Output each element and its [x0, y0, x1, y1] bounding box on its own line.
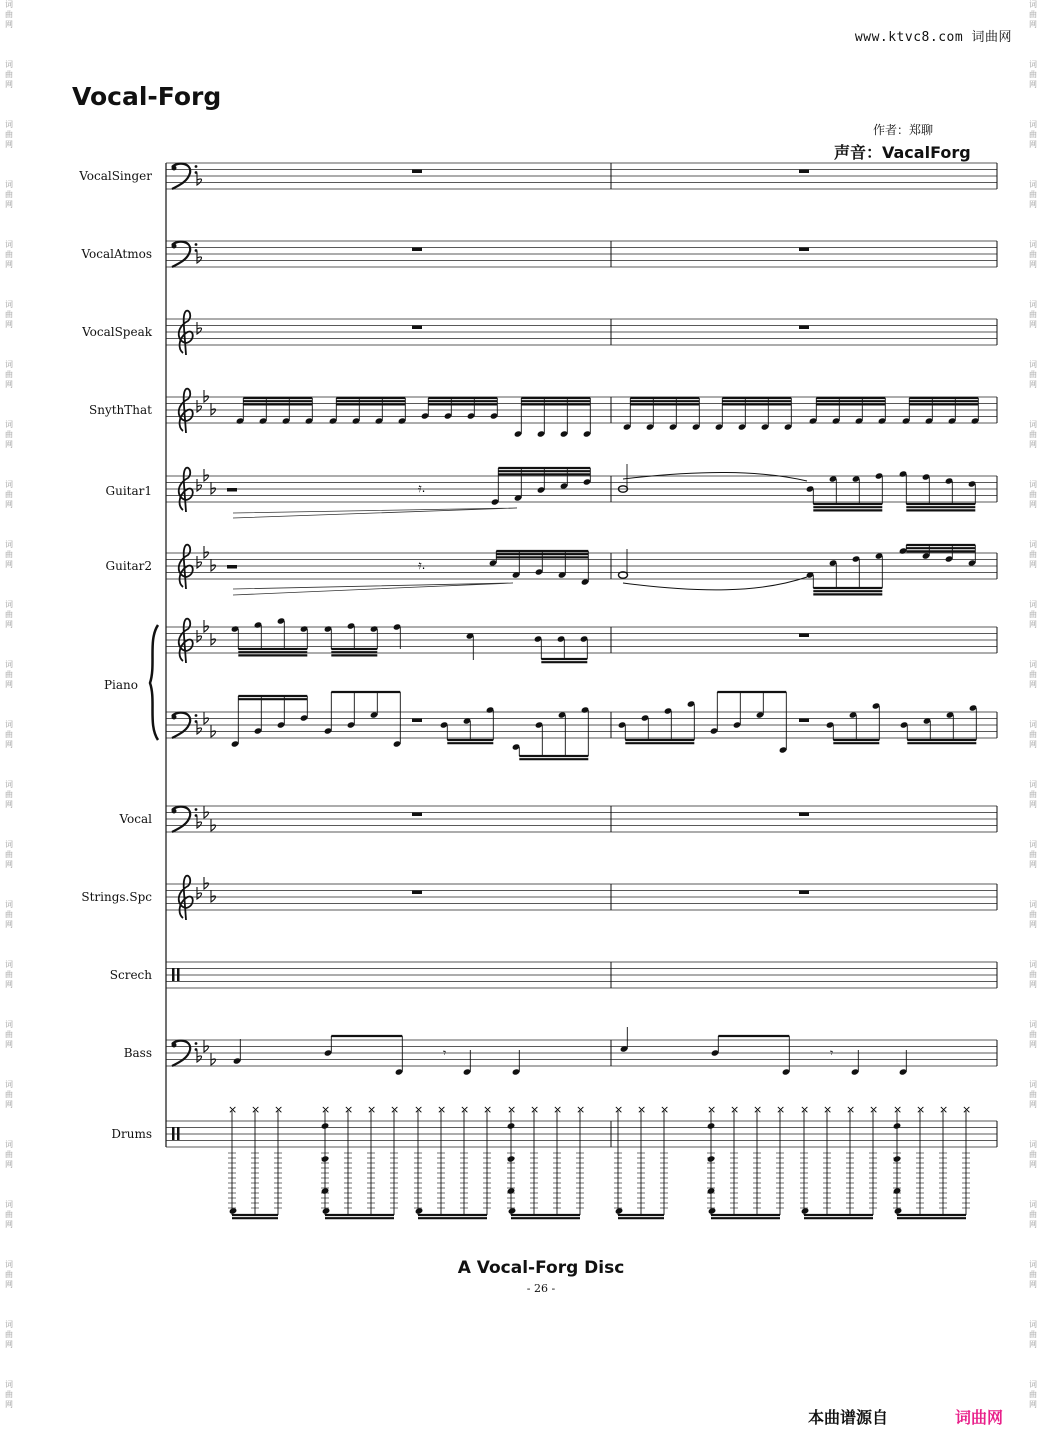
watermark-block: 词 曲 网 [1029, 600, 1037, 629]
hihat-x: × [483, 1103, 493, 1116]
whole-rest [412, 719, 422, 723]
watermark-block: 词 曲 网 [1029, 120, 1037, 149]
flat-icon [211, 482, 216, 494]
label-snyththat: SnythThat [89, 403, 152, 417]
sixteenth-rest: 𝄿. [418, 558, 426, 572]
whole-rest [412, 813, 422, 817]
crescendo-hairpin [233, 583, 513, 595]
whole-rest [799, 719, 809, 723]
watermark-block: 词 曲 网 [5, 660, 13, 689]
source-site: 词曲网 [955, 1408, 1004, 1427]
watermark-block: 词 曲 网 [5, 120, 13, 149]
hihat-x: × [707, 1103, 717, 1116]
watermark-block: 词 曲 网 [1029, 300, 1037, 329]
tie [623, 472, 807, 481]
hihat-x: × [660, 1103, 670, 1116]
watermark-block: 词 曲 网 [1029, 720, 1037, 749]
watermark-block: 词 曲 网 [5, 900, 13, 929]
treble-clef-icon [179, 876, 193, 920]
whole-rest [412, 170, 422, 174]
watermark-block: 词 曲 网 [1029, 420, 1037, 449]
watermark-block: 词 曲 网 [5, 1080, 13, 1109]
watermark-block: 词 曲 网 [1029, 1020, 1037, 1049]
note-head [893, 1122, 902, 1129]
watermark-block: 词 曲 网 [1029, 540, 1037, 569]
bass-clef-dot [195, 808, 198, 811]
note-head [801, 1207, 810, 1214]
hihat-x: × [730, 1103, 740, 1116]
watermark-block: 词 曲 网 [1029, 60, 1037, 89]
hihat-x: × [823, 1103, 833, 1116]
watermark-block: 词 曲 网 [5, 1260, 13, 1289]
hihat-x: × [390, 1103, 400, 1116]
hihat-x: × [916, 1103, 926, 1116]
rest: 𝄾 [830, 1046, 834, 1060]
flat-icon [197, 722, 202, 734]
flat-icon [204, 546, 209, 558]
hihat-x: × [753, 1103, 763, 1116]
note-head [415, 1207, 424, 1214]
composer-credit: 作者：郑聊 [873, 123, 934, 137]
percussion-clef-icon [172, 1127, 175, 1140]
watermark-block: 词 曲 网 [1029, 1260, 1037, 1289]
watermark-block: 词 曲 网 [1029, 1380, 1037, 1409]
note-head [321, 1155, 330, 1162]
hihat-x: × [776, 1103, 786, 1116]
note-head [507, 1122, 516, 1129]
hihat-x: × [553, 1103, 563, 1116]
note-head [707, 1155, 716, 1162]
watermark-block: 词 曲 网 [5, 1020, 13, 1049]
flat-icon [197, 173, 202, 185]
flat-icon [211, 403, 216, 415]
label-screch: Screch [109, 968, 152, 982]
piano-brace [150, 625, 158, 740]
hihat-x: × [228, 1103, 238, 1116]
note-head [615, 1207, 624, 1214]
hihat-x: × [637, 1103, 647, 1116]
watermark-block: 词 曲 网 [1029, 1200, 1037, 1229]
label-bass: Bass [123, 1046, 152, 1060]
percussion-clef-icon [177, 968, 180, 981]
flat-icon [211, 633, 216, 645]
label-vocalatmos: VocalAtmos [81, 247, 152, 261]
treble-clef-icon [179, 619, 193, 663]
score-title: Vocal-Forg [72, 82, 222, 111]
hihat-x: × [414, 1103, 424, 1116]
label-guitar2: Guitar2 [105, 559, 152, 573]
bass-clef-dot [195, 243, 198, 246]
percussion-clef-icon [177, 1127, 180, 1140]
whole-rest [799, 634, 809, 638]
label-guitar1: Guitar1 [105, 484, 152, 498]
note-head [321, 1187, 330, 1194]
bass-clef-dot [172, 1043, 177, 1048]
watermark-block: 词 曲 网 [5, 240, 13, 269]
label-vocalspeak: VocalSpeak [82, 325, 152, 339]
label-strings: Strings.Spc [81, 890, 152, 904]
flat-icon [204, 806, 209, 818]
hihat-x: × [576, 1103, 586, 1116]
watermark-block: 词 曲 网 [1029, 360, 1037, 389]
hihat-x: × [460, 1103, 470, 1116]
flat-icon [204, 1040, 209, 1052]
note-head [893, 1187, 902, 1194]
watermark-block: 词 曲 网 [5, 60, 13, 89]
hihat-x: × [507, 1103, 517, 1116]
hihat-x: × [437, 1103, 447, 1116]
note-head [894, 1207, 903, 1214]
flat-icon [211, 725, 216, 737]
hihat-x: × [367, 1103, 377, 1116]
whole-rest [412, 891, 422, 895]
treble-clef-icon [179, 468, 193, 512]
hihat-x: × [614, 1103, 624, 1116]
label-piano: Piano [103, 678, 138, 692]
watermark-block: 词 曲 网 [5, 960, 13, 989]
treble-clef-icon [179, 389, 193, 433]
watermark-block: 词 曲 网 [5, 780, 13, 809]
hihat-x: × [939, 1103, 949, 1116]
label-vocal: Vocal [119, 812, 152, 826]
hihat-x: × [962, 1103, 972, 1116]
voice-credit: 声音：VacalForg [834, 143, 971, 162]
flat-icon [204, 469, 209, 481]
half-rest [227, 488, 237, 492]
bass-clef-dot [195, 1042, 198, 1045]
flat-icon [204, 712, 209, 724]
site-url: www.ktvc8.com 词曲网 [854, 30, 1012, 45]
bass-clef-dot [172, 244, 177, 249]
rest: 𝄾 [443, 1046, 447, 1060]
note-head [507, 1155, 516, 1162]
whole-rest [799, 813, 809, 817]
bass-clef-dot [172, 715, 177, 720]
page-number: - 26 - [526, 1282, 556, 1295]
note-head [507, 1187, 516, 1194]
watermark-block: 词 曲 网 [5, 600, 13, 629]
note-head [708, 1207, 717, 1214]
watermark-block: 词 曲 网 [1029, 240, 1037, 269]
hihat-x: × [251, 1103, 261, 1116]
hihat-x: × [344, 1103, 354, 1116]
disc-title: A Vocal-Forg Disc [457, 1258, 625, 1278]
watermark-block: 词 曲 网 [1029, 660, 1037, 689]
watermark-block: 词 曲 网 [5, 480, 13, 509]
watermark-block: 词 曲 网 [1029, 0, 1037, 29]
watermark-block: 词 曲 网 [1029, 1080, 1037, 1109]
watermark-block: 词 曲 网 [5, 540, 13, 569]
hihat-x: × [800, 1103, 810, 1116]
flat-icon [211, 890, 216, 902]
watermark-block: 词 曲 网 [5, 1140, 13, 1169]
watermark-block: 词 曲 网 [1029, 1140, 1037, 1169]
whole-rest [799, 248, 809, 252]
flat-icon [211, 819, 216, 831]
flat-icon [204, 877, 209, 889]
flat-icon [197, 251, 202, 263]
note-head [322, 1207, 331, 1214]
bass-clef-dot [195, 714, 198, 717]
watermark-block: 词 曲 网 [5, 0, 13, 29]
whole-rest [799, 170, 809, 174]
watermark-block: 词 曲 网 [5, 720, 13, 749]
watermark-block: 词 曲 网 [5, 1320, 13, 1349]
watermark-block: 词 曲 网 [1029, 480, 1037, 509]
treble-clef-icon [179, 311, 193, 355]
label-vocalsinger: VocalSinger [79, 169, 152, 183]
note-head [707, 1122, 716, 1129]
label-drums: Drums [111, 1127, 152, 1141]
flat-icon [197, 816, 202, 828]
whole-rest [412, 248, 422, 252]
watermark-block: 词 曲 网 [1029, 780, 1037, 809]
note-head [508, 1207, 517, 1214]
watermark-block: 词 曲 网 [1029, 180, 1037, 209]
hihat-x: × [530, 1103, 540, 1116]
note-head [707, 1187, 716, 1194]
whole-rest [412, 326, 422, 330]
watermark-block: 词 曲 网 [5, 840, 13, 869]
note-head [229, 1207, 238, 1214]
hihat-x: × [846, 1103, 856, 1116]
watermark-block: 词 曲 网 [1029, 960, 1037, 989]
hihat-x: × [321, 1103, 331, 1116]
watermark-block: 词 曲 网 [5, 1380, 13, 1409]
flat-icon [204, 620, 209, 632]
flat-icon [211, 559, 216, 571]
source-label: 本曲谱源自 [808, 1408, 889, 1427]
whole-rest [799, 891, 809, 895]
treble-clef-icon [179, 545, 193, 589]
flat-icon [211, 1053, 216, 1065]
flat-icon [204, 390, 209, 402]
note-head [893, 1155, 902, 1162]
watermark-block: 词 曲 网 [5, 1200, 13, 1229]
flat-icon [197, 1050, 202, 1062]
bass-clef-dot [195, 165, 198, 168]
watermark-block: 词 曲 网 [5, 420, 13, 449]
hihat-x: × [274, 1103, 284, 1116]
sixteenth-rest: 𝄿. [418, 481, 426, 495]
hihat-x: × [893, 1103, 903, 1116]
percussion-clef-icon [172, 968, 175, 981]
watermark-block: 词 曲 网 [1029, 1320, 1037, 1349]
hihat-x: × [869, 1103, 879, 1116]
half-rest [227, 565, 237, 569]
watermark-block: 词 曲 网 [5, 360, 13, 389]
crescendo-hairpin [233, 508, 517, 518]
note-head [321, 1122, 330, 1129]
watermark-block: 词 曲 网 [1029, 840, 1037, 869]
watermark-block: 词 曲 网 [1029, 900, 1037, 929]
bass-clef-dot [172, 809, 177, 814]
watermark-block: 词 曲 网 [5, 300, 13, 329]
whole-rest [799, 326, 809, 330]
bass-clef-dot [172, 166, 177, 171]
watermark-block: 词 曲 网 [5, 180, 13, 209]
